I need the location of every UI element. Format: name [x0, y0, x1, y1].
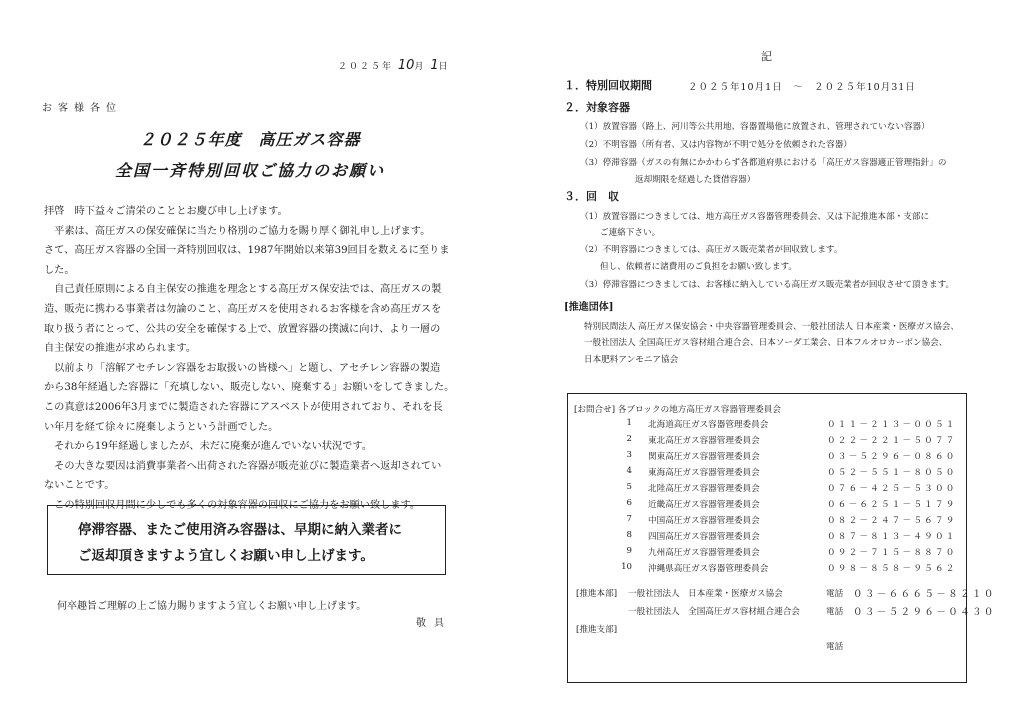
contact-box [567, 393, 996, 683]
closing-keigu: 敬具 [416, 618, 452, 629]
hq-tel: ０３－５２９６－０４３０ [853, 607, 996, 618]
body-line: 取り扱う者にとって、公共の安全を確保する上で、放置容器の撲滅に向け、より一層の [44, 323, 441, 335]
branch-tel-label: 電話 [826, 642, 844, 652]
hq-tel-label: 電話 [826, 607, 844, 617]
branch-label: [推進支部] [576, 625, 618, 635]
letter-title-line2: 全国一斉特別回収ご協力のお願い [114, 161, 385, 180]
collection-item: （3）停滞容器につきましては、お客様に納入している高圧ガス販売業者が回収させて頂きます。 [580, 280, 955, 290]
collection-item: （2）不明容器につきましては、高圧ガス販売業者が回収致します。 [580, 245, 843, 255]
date-day-handwritten: 1 [430, 58, 439, 73]
hq-org: 一般社団法人 全国高圧ガス容材組合連合会 [628, 607, 800, 617]
date-day-unit: 日 [438, 62, 450, 72]
hq-org: 一般社団法人 日本産業・医療ガス協会 [628, 589, 783, 599]
body-line: した。 [44, 264, 75, 276]
contact-row: 2 東北高圧ガス容器管理委員会 ０２２－２２１－５０７７ [626, 434, 957, 446]
letter-page-right [512, 0, 1024, 727]
target-item: （3）停滞容器（ガスの有無にかかわらず各都道府県における「高圧ガス容器適正管理指針」の [580, 158, 947, 168]
period-range: ２０２５年10月1日 ～ ２０２５年10月31日 [688, 82, 916, 93]
collection-item: （1）放置容器につきましては、地方高圧ガス容器管理委員会、又は下記推進本部・支部に [580, 212, 930, 222]
contact-header: [お問合せ] 各ブロックの地方高圧ガス容器管理委員会 [574, 405, 781, 415]
letter-page-left [0, 0, 510, 727]
collection-item-cont: ご連絡下さい。 [600, 228, 661, 238]
body-line: それから19年経過しましたが、未だに廃棄が進んでいない状況です。 [44, 441, 372, 453]
promo-line: 特別民間法人 高圧ガス保安協会・中央容器管理委員会、一般社団法人 日本産業・医療ガス協会、 [584, 322, 959, 332]
contact-row: 7 中国高圧ガス容器管理委員会 ０８２－２４７－５６７９ [626, 514, 957, 526]
section-period-title: １．特別回収期間 [564, 79, 652, 92]
body-line: 以前より「溶解アセチレン容器をお取扱いの皆様へ」と題し、アセチレン容器の製造 [44, 362, 441, 374]
date-month-handwritten: 10 [397, 58, 415, 73]
target-item-cont: 返却期限を経過した貸借容器） [635, 175, 756, 185]
promo-line: 一般社団法人 全国高圧ガス容材組合連合会、日本ソーダ工業会、日本フルオロカーボン協会、 [584, 338, 948, 348]
letter-date [338, 58, 450, 73]
target-item: （1）放置容器（路上、河川等公共用地、容器置場他に放置され、管理されていない容器） [580, 122, 930, 132]
section-target-title: ２．対象容器 [564, 101, 630, 114]
notice-box [47, 505, 446, 575]
contact-row: 5 北陸高圧ガス容器管理委員会 ０７６－４２５－５３００ [626, 482, 957, 494]
body-line: 拝啓 時下益々ご清栄のこととお慶び申し上げます。 [44, 206, 288, 217]
body-line: 自主保安の推進が求められます。 [44, 343, 196, 355]
body-line: 造、販売に携わる事業者は勿論のこと、高圧ガスを使用されるお客様を含め高圧ガスを [44, 303, 442, 315]
letter-body [44, 202, 455, 516]
body-line: い年月を経て徐々に廃棄しようという計画でした。 [44, 421, 279, 433]
body-line: 平素は、高圧ガスの保安確保に当たり格別のご協力を賜り厚く御礼申し上げます。 [44, 225, 431, 237]
notice-line2: ご返却頂きますよう宜しくお願い申し上げます。 [78, 548, 374, 564]
body-line: から38年経過した容器に「充填しない、販売しない、廃棄する」お願いをしてきました。 [44, 382, 455, 394]
date-year: ２０２５年 [338, 62, 394, 72]
target-item: （2）不明容器（所有者、又は内容物が不明で処分を依頼された容器） [580, 140, 852, 150]
hq-tel-label: 電話 [826, 589, 844, 599]
contact-row: 8 四国高圧ガス容器管理委員会 ０８７－８１３－４９０１ [626, 530, 957, 542]
body-line: さて、高圧ガス容器の全国一斉特別回収は、1987年開始以来第39回目を数えるに至りま [44, 245, 450, 257]
body-line: この特別回収月間に少しでも多くの対象容器の回収にご協力をお願い致します。 [44, 499, 421, 511]
collection-item-cont: 但し、依頼者に諸費用のご負担をお願い致します。 [600, 262, 797, 272]
body-line: この真意は2006年3月までに製造された容器にアスベストが使用されており、それを長 [44, 401, 443, 413]
date-month-unit: 月 [414, 62, 426, 72]
ki-heading: 記 [761, 50, 772, 63]
hq-tel: ０３－６６６５－８２１０ [853, 589, 996, 600]
contact-row: 9 九州高圧ガス容器管理委員会 ０９２－７１５－８８７０ [626, 546, 957, 558]
hq-label: [推進本部] [576, 589, 618, 599]
promo-line: 日本肥料アンモニア協会 [584, 355, 679, 365]
closing-line: 何卒趣旨ご理解の上ご協力賜りますよう宜しくお願い申し上げます。 [57, 601, 367, 612]
contact-row: 4 東海高圧ガス容器管理委員会 ０５２－５５１－８０５０ [626, 466, 957, 478]
contact-row: 6 近畿高圧ガス容器管理委員会 ０６－６２５１－５１７９ [626, 498, 957, 510]
contact-row: 1 北海道高圧ガス容器管理委員会 ０１１－２１３－００５１ [626, 418, 957, 430]
contact-row: 10 沖縄県高圧ガス容器管理委員会 ０９８－８５８－９５６２ [621, 562, 957, 574]
body-line: ないことです。 [44, 480, 115, 492]
letter-title-line1: ２０２５年度 高圧ガス容器 [139, 130, 361, 149]
promo-title: [推進団体] [564, 302, 614, 313]
body-line: 自己責任原則による自主保安の推進を理念とする高圧ガス保安法では、高圧ガスの製 [44, 284, 442, 296]
body-line: その大きな要因は消費事業者へ出荷された容器が販売並びに製造業者へ返却されてい [44, 460, 442, 472]
notice-line1: 停滞容器、またご使用済み容器は、早期に納入業者に [78, 522, 402, 538]
section-collection-title: ３．回 収 [564, 190, 619, 203]
contact-row: 3 関東高圧ガス容器管理委員会 ０３－５２９６－０８６０ [626, 450, 957, 462]
addressee: お客様各位 [42, 103, 122, 114]
